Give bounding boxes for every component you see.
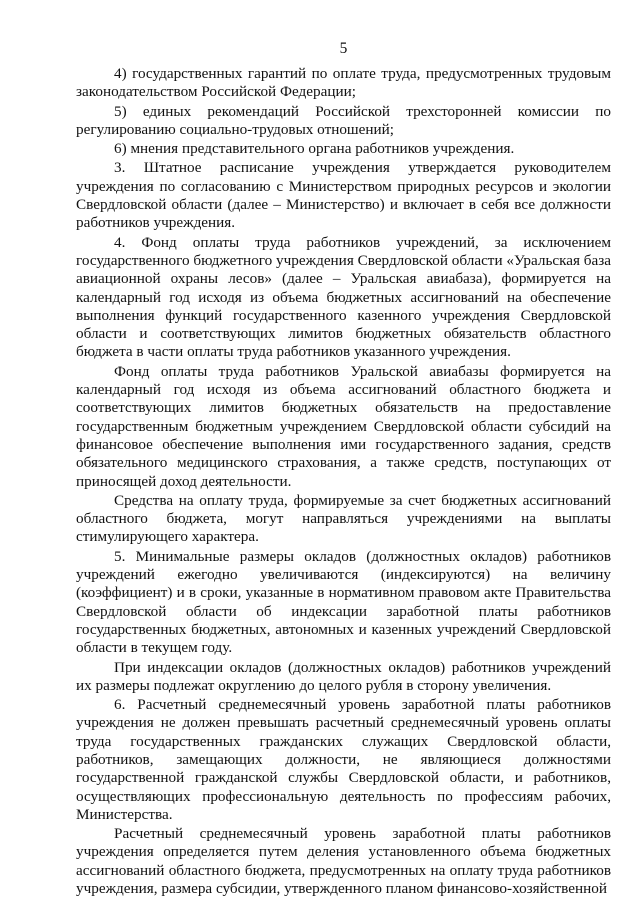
paragraph-salary-calculation: Расчетный среднемесячный уровень заработной платы работников учреждения определяется путем деления установленного объема бюджетных ассигнований областного бюджета, предусмотренных на оплату труда работников учреждения, размера субсидии, утвержденного планом финансово-хозяйственной <box>76 825 611 898</box>
paragraph-section-3-staff-schedule: 3. Штатное расписание учреждения утверждается руководителем учреждения по согласованию с Министерством природных ресурсов и экологии Свердловской области (далее – Министерство) и включает в себя все должности работников учреждения. <box>76 159 611 232</box>
paragraph-indexation-rounding: При индексации окладов (должностных окладов) работников учреждений их размеры подлежат округлению до целого рубля в сторону увеличения. <box>76 658 611 694</box>
paragraph-item-6-opinion: 6) мнения представительного органа работников учреждения. <box>114 140 515 158</box>
paragraph-item-4-guarantees: 4) государственных гарантий по оплате труда, предусмотренных трудовым законодательством Российской Федерации; <box>76 65 611 101</box>
paragraph-incentive-payments: Средства на оплату труда, формируемые за счет бюджетных ассигнований областного бюджета, могут направляться учреждениями на выплаты стимулирующего характера. <box>76 491 611 546</box>
paragraph-section-6-salary-level: 6. Расчетный среднемесячный уровень заработной платы работников учреждения не должен превышать расчетный среднемесячный уровень оплаты труда государственных гражданских служащих Свердловской области, работников, замещающих должности, не являющиеся должностями государственной гражданской службы Свердловской области, и работников, осуществляющих профессиональную деятельность по профессиям рабочих, Министерства. <box>76 696 611 823</box>
paragraph-section-4-wage-fund: 4. Фонд оплаты труда работников учреждений, за исключением государственного бюджетного учреждения Свердловской области «Уральская база авиационной охраны лесов» (далее – Уральская авиабаза), формируется на календарный год исходя из объема бюджетных ассигнований на обеспечение выполнения функций государственного казенного учреждения Свердловской области и соответствующих лимитов бюджетных обязательств областного бюджета в части оплаты труда работников указанного учреждения. <box>76 233 611 361</box>
paragraph-section-5-minimum-salaries: 5. Минимальные размеры окладов (должностных окладов) работников учреждений ежегодно увеличиваются (индексируются) на величину (коэффициент) и в сроки, указанные в нормативном правовом акте Правительства Свердловской области об индексации заработной платы работников государственных бюджетных, автономных и казенных учреждений Свердловской области в текущем году. <box>76 547 611 657</box>
paragraph-item-5-recommendations: 5) единых рекомендаций Российской трехсторонней комиссии по регулированию социально-трудовых отношений; <box>76 102 611 138</box>
page-number: 5 <box>339 40 348 57</box>
paragraph-avia-base-wage-fund: Фонд оплаты труда работников Уральской авиабазы формируется на календарный год исходя из объема ассигнований областного бюджета и соответствующих лимитов бюджетных обязательств на предоставление государственным бюджетным учреждением Свердловской области субсидий на финансовое обеспечение выполнения ими государственного задания, средств обязательного медицинского страхования, а также средств, поступающих от приносящей доход деятельности. <box>76 362 611 490</box>
